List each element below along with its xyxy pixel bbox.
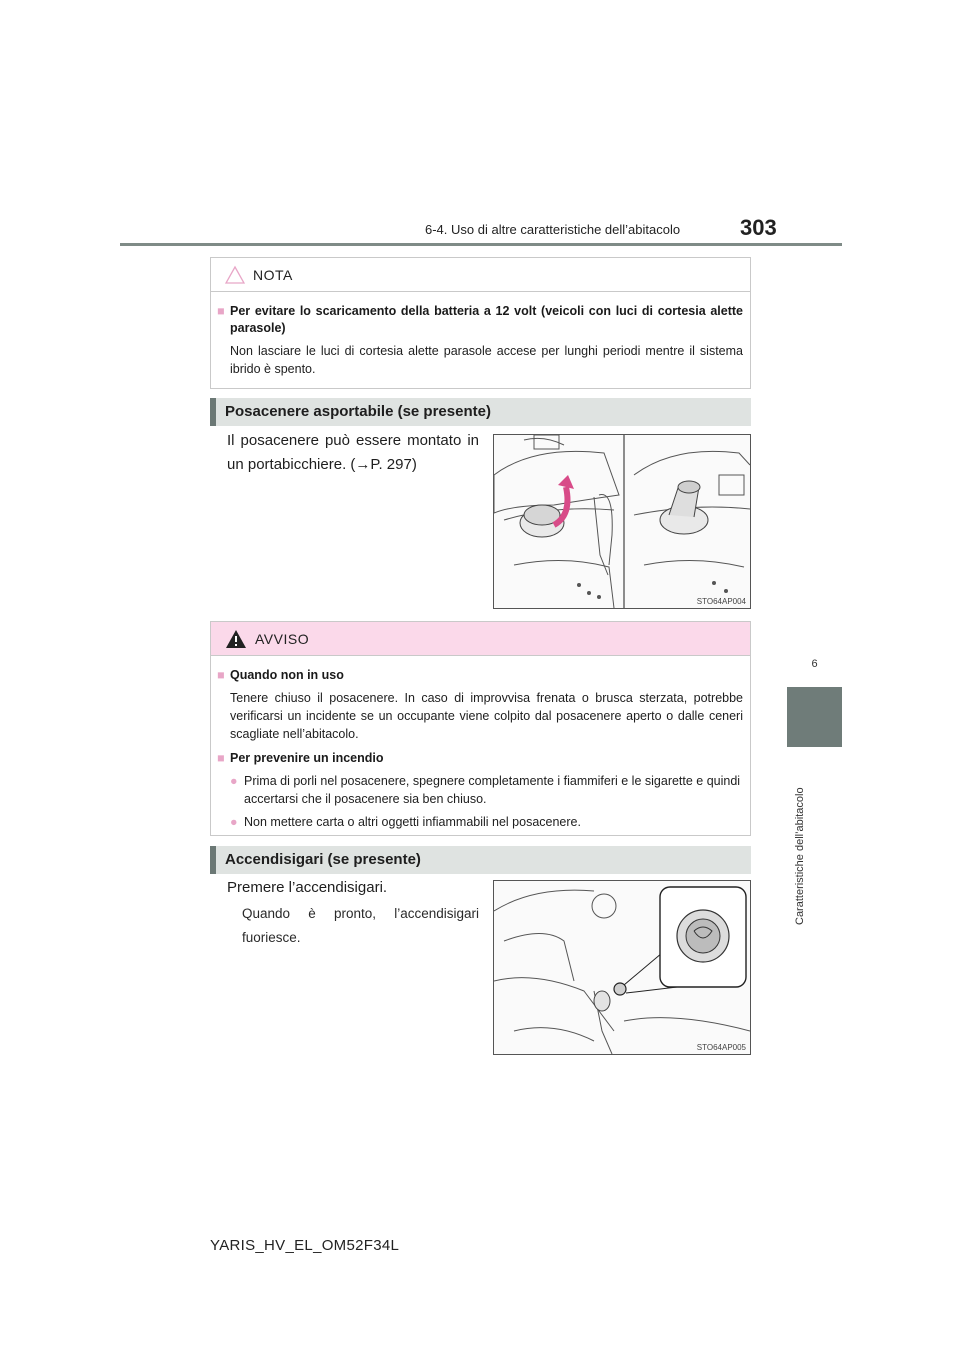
caution-outline-icon	[225, 265, 245, 285]
avviso-heading-row	[217, 750, 743, 767]
avviso-title: AVVISO	[255, 630, 310, 647]
page-number: 303	[740, 215, 777, 240]
section-heading-ashtray	[210, 398, 751, 426]
avviso-header	[211, 622, 750, 656]
avviso-heading-2: Per prevenire un incendio	[230, 751, 384, 765]
lighter-text: Premere l’accendisigari.	[227, 879, 388, 896]
chapter-label: Caratteristiche dell’abitacolo	[794, 787, 806, 925]
nota-header	[211, 258, 750, 292]
avviso-text-1: Tenere chiuso il posacenere. In caso di improvvisa frenata o brusca sterzata, potrebbe verificarsi un incidente se un occupante viene colpito dal posacenere aperto o dalle ceneri scagliate nell’abitacolo.	[230, 691, 743, 741]
chapter-tab[interactable]	[787, 687, 842, 747]
ashtray-text: Il posacenere può essere montato in un portabicchiere. (→P. 297)	[227, 432, 479, 473]
avviso-bullet	[217, 772, 743, 808]
ashtray-illustration	[493, 434, 751, 609]
section-title-lighter: Accendisigari (se presente)	[225, 851, 421, 868]
circle-bullet-icon: ●	[230, 815, 238, 829]
avviso-box	[210, 621, 751, 836]
avviso-bullet-text-2: Non mettere carta o altri oggetti infiammabili nel posacenere.	[244, 815, 581, 829]
nota-heading: Per evitare lo scaricamento della batteria a 12 volt (veicoli con luci di cortesia alette parasole)	[230, 304, 743, 335]
lighter-illustration	[493, 880, 751, 1055]
running-header-section: 6-4. Uso di altre caratteristiche dell’abitacolo	[425, 222, 681, 237]
square-bullet-icon: ■	[217, 751, 225, 765]
chapter-number: 6	[811, 658, 818, 670]
square-bullet-icon: ■	[217, 304, 225, 318]
figure-code: STO64AP005	[696, 1043, 746, 1052]
nota-box	[210, 257, 751, 389]
section-title-ashtray: Posacenere asportabile (se presente)	[225, 403, 491, 420]
document-code: YARIS_HV_EL_OM52F34L	[210, 1237, 400, 1254]
figure-code: STO64AP004	[696, 597, 746, 606]
circle-bullet-icon: ●	[230, 774, 238, 788]
warning-icon	[225, 629, 247, 649]
avviso-bullet-text-1: Prima di porli nel posacenere, spegnere completamente i fiammiferi e le sigarette e quindi accertarsi che il posacenere sia ben chiuso.	[244, 774, 741, 806]
square-bullet-icon: ■	[217, 668, 225, 682]
nota-text: Non lasciare le luci di cortesia alette parasole accese per lunghi periodi mentre il sistema ibrido è spento.	[230, 344, 743, 376]
avviso-heading-row	[217, 667, 743, 684]
section-heading-lighter	[210, 846, 751, 874]
nota-title: NOTA	[253, 266, 293, 283]
avviso-heading-1: Quando non in uso	[230, 668, 344, 682]
chapter-label-wrapper	[794, 765, 814, 925]
nota-heading-row	[217, 303, 743, 337]
header-rule	[120, 243, 842, 246]
avviso-bullet	[217, 813, 743, 831]
lighter-subtext: Quando è pronto, l’accendisigari fuoriesce.	[242, 906, 479, 945]
